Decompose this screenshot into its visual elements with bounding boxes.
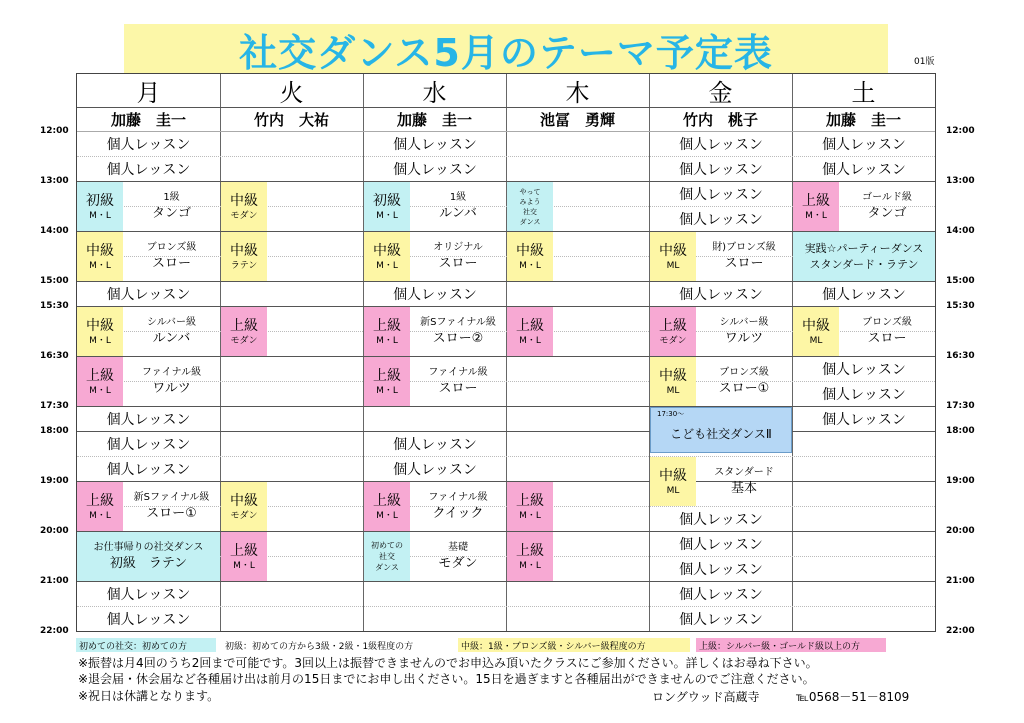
private-lesson: 個人レッスン <box>106 462 191 478</box>
day-thu: 木 <box>565 78 590 107</box>
level-badge-intermediate: 中級 ML <box>650 457 696 506</box>
schedule-grid <box>76 73 936 632</box>
private-lesson: 個人レッスン <box>679 287 763 303</box>
time-label: 12:00 <box>40 126 69 136</box>
time-label: 15:30 <box>946 301 975 311</box>
private-lesson: 個人レッスン <box>679 137 763 153</box>
class-mon-2: ブロンズ級 スロー <box>146 241 197 271</box>
teacher-sat: 加藤 圭一 <box>825 110 901 129</box>
private-lesson: 個人レッスン <box>679 212 763 228</box>
level-badge-intermediate: 中級 M・L <box>364 232 410 281</box>
class-mon-4: ファイナル級 ワルツ <box>141 366 202 396</box>
day-fri: 金 <box>708 78 733 107</box>
level-badge-advanced: 上級 M・L <box>221 532 267 581</box>
private-lesson: 個人レッスン <box>822 387 906 403</box>
level-badge-advanced: 上級 M・L <box>364 357 410 406</box>
level-badge-advanced: 上級 M・L <box>77 357 123 406</box>
time-label: 13:00 <box>40 176 69 186</box>
note-withdrawal: ※退会届・休会届など各種届け出は前月の15日までにお申し出ください。15日を過ぎますと各種届出ができませんのでご注意ください。 <box>78 672 815 686</box>
class-sat-1: ゴールド級 タンゴ <box>862 191 912 221</box>
title-banner <box>124 24 888 74</box>
class-wed-3: 新Sファイナル級 スロー② <box>420 316 496 346</box>
level-badge-advanced: 上級 M・L <box>364 307 410 356</box>
level-badge-beginner: 初級 M・L <box>364 182 410 231</box>
legend-intermediate: 中級：1級・ブロンズ級・シルバー級程度の方 <box>458 638 690 652</box>
level-badge-beginner: 初級 M・L <box>77 182 123 231</box>
private-lesson: 個人レッスン <box>679 162 763 178</box>
level-badge-intermediate: 中級 ML <box>650 357 696 406</box>
level-badge-intermediate: 中級 ML <box>650 232 696 281</box>
level-badge-advanced: 上級 M・L <box>507 482 553 531</box>
time-label: 16:30 <box>946 351 975 361</box>
time-label: 22:00 <box>40 626 69 636</box>
time-label: 13:00 <box>946 176 975 186</box>
private-lesson: 個人レッスン <box>822 137 906 153</box>
day-wed: 水 <box>422 78 447 107</box>
phone-number: ℡0568－51－8109 <box>796 690 910 704</box>
time-label: 22:00 <box>946 626 975 636</box>
private-lesson: 個人レッスン <box>679 612 763 628</box>
time-label: 19:00 <box>946 476 975 486</box>
class-mon-3: シルバー級 ルンバ <box>146 316 197 346</box>
time-label: 15:00 <box>40 276 69 286</box>
private-lesson: 個人レッスン <box>679 187 763 203</box>
day-tue: 火 <box>279 78 304 107</box>
time-label: 17:30 <box>946 401 975 411</box>
level-badge-intermediate: 中級 ML <box>793 307 839 356</box>
class-wed-2: オリジナル スロー <box>433 241 483 271</box>
level-badge-intermediate: 中級 M・L <box>77 307 123 356</box>
teacher-thu: 池冨 勇輝 <box>539 110 615 129</box>
private-lesson: 個人レッスン <box>106 137 191 153</box>
private-lesson: 個人レッスン <box>393 162 477 178</box>
time-label: 17:30 <box>40 401 69 411</box>
time-label: 16:30 <box>40 351 69 361</box>
class-wed-1: 1級 ルンバ <box>439 191 477 221</box>
class-wed-5: ファイナル級 クイック <box>428 491 488 521</box>
time-label: 20:00 <box>946 526 975 536</box>
class-mon-1: 1級 タンゴ <box>151 191 191 221</box>
time-label: 14:00 <box>40 226 69 236</box>
time-label: 12:00 <box>946 126 975 136</box>
time-label: 14:00 <box>946 226 975 236</box>
class-fri-kids: 17:30～ こども社交ダンスⅡ <box>650 407 792 453</box>
time-label: 21:00 <box>946 576 975 586</box>
class-wed-6: 基礎 モダン <box>438 541 478 571</box>
private-lesson: 個人レッスン <box>679 562 763 578</box>
private-lesson: 個人レッスン <box>106 612 191 628</box>
class-mon-6: お仕事帰りの社交ダンス 初級 ラテン <box>77 532 220 581</box>
level-badge-advanced: 上級 M・L <box>507 532 553 581</box>
level-badge-intermediate: 中級 M・L <box>77 232 123 281</box>
studio-name: ロングウッド高蔵寺 <box>652 690 760 704</box>
class-fri-2: シルバー級 ワルツ <box>719 316 769 346</box>
level-badge-intermediate: 中級 モダン <box>221 482 267 531</box>
time-label: 19:00 <box>40 476 69 486</box>
teacher-tue: 竹内 大祐 <box>253 110 329 129</box>
private-lesson: 個人レッスン <box>822 412 906 428</box>
class-fri-3: ブロンズ級 スロー① <box>718 366 770 396</box>
legend-beginner: 初級：初めての方から3級・2級・1級程度の方 <box>225 641 414 652</box>
private-lesson: 個人レッスン <box>106 162 191 178</box>
class-wed-4: ファイナル級 スロー <box>428 366 488 396</box>
level-badge-intermediate: 中級 M・L <box>507 232 553 281</box>
time-label: 18:00 <box>40 426 69 436</box>
level-badge-advanced: 上級 モダン <box>221 307 267 356</box>
day-sat: 土 <box>851 78 876 107</box>
note-holiday: ※祝日は休講となります。 <box>78 689 220 703</box>
class-sat-party: 実践☆パーティーダンス スタンダード・ラテン <box>793 232 935 281</box>
level-badge-advanced: 上級 M・L <box>364 482 410 531</box>
private-lesson: 個人レッスン <box>106 587 191 603</box>
level-badge-first-timer: 初めての 社交 ダンス <box>364 532 410 581</box>
time-label: 20:00 <box>40 526 69 536</box>
level-badge-advanced: 上級 モダン <box>650 307 696 356</box>
level-badge-intermediate: 中級 ラテン <box>221 232 267 281</box>
private-lesson: 個人レッスン <box>106 412 191 428</box>
time-label: 21:00 <box>40 576 69 586</box>
level-badge-advanced: 上級 M・L <box>77 482 123 531</box>
private-lesson: 個人レッスン <box>106 287 191 303</box>
private-lesson: 個人レッスン <box>679 537 763 553</box>
level-badge-first-timer: やって みよう 社交 ダンス <box>507 182 553 231</box>
private-lesson: 個人レッスン <box>393 462 477 478</box>
time-label: 15:30 <box>40 301 69 311</box>
page-title: 社交ダンス5月のテーマ予定表 <box>239 30 773 75</box>
private-lesson: 個人レッスン <box>393 137 477 153</box>
class-fri-5: スタンダード 基本 <box>714 466 774 496</box>
time-label: 18:00 <box>946 426 975 436</box>
time-label: 15:00 <box>946 276 975 286</box>
private-lesson: 個人レッスン <box>822 162 906 178</box>
level-badge-advanced: 上級 M・L <box>507 307 553 356</box>
teacher-fri: 竹内 桃子 <box>682 110 758 129</box>
level-badge-advanced: 上級 M・L <box>793 182 839 231</box>
teacher-mon: 加藤 圭一 <box>110 110 186 129</box>
private-lesson: 個人レッスン <box>679 512 763 528</box>
class-sat-3: ブロンズ級 スロー <box>862 316 912 346</box>
note-transfer: ※振替は月4回のうち2回まで可能です。3回以上は振替できませんのでお申込み頂いたクラスにご参加ください。詳しくはお尋ね下さい。 <box>78 656 818 670</box>
private-lesson: 個人レッスン <box>822 362 906 378</box>
version-label: 01版 <box>914 57 935 67</box>
day-mon: 月 <box>136 78 161 107</box>
private-lesson: 個人レッスン <box>822 287 906 303</box>
legend-advanced: 上級：シルバー級・ゴールド級以上の方 <box>696 638 886 652</box>
legend-first-timer: 初めての社交：初めての方 <box>76 638 216 652</box>
private-lesson: 個人レッスン <box>393 287 477 303</box>
private-lesson: 個人レッスン <box>106 437 191 453</box>
level-badge-intermediate: 中級 モダン <box>221 182 267 231</box>
private-lesson: 個人レッスン <box>393 437 477 453</box>
class-mon-5: 新Sファイナル級 スロー① <box>133 491 210 521</box>
class-fri-1: 財)ブロンズ級 スロー <box>712 241 776 271</box>
private-lesson: 個人レッスン <box>679 587 763 603</box>
teacher-wed: 加藤 圭一 <box>396 110 472 129</box>
